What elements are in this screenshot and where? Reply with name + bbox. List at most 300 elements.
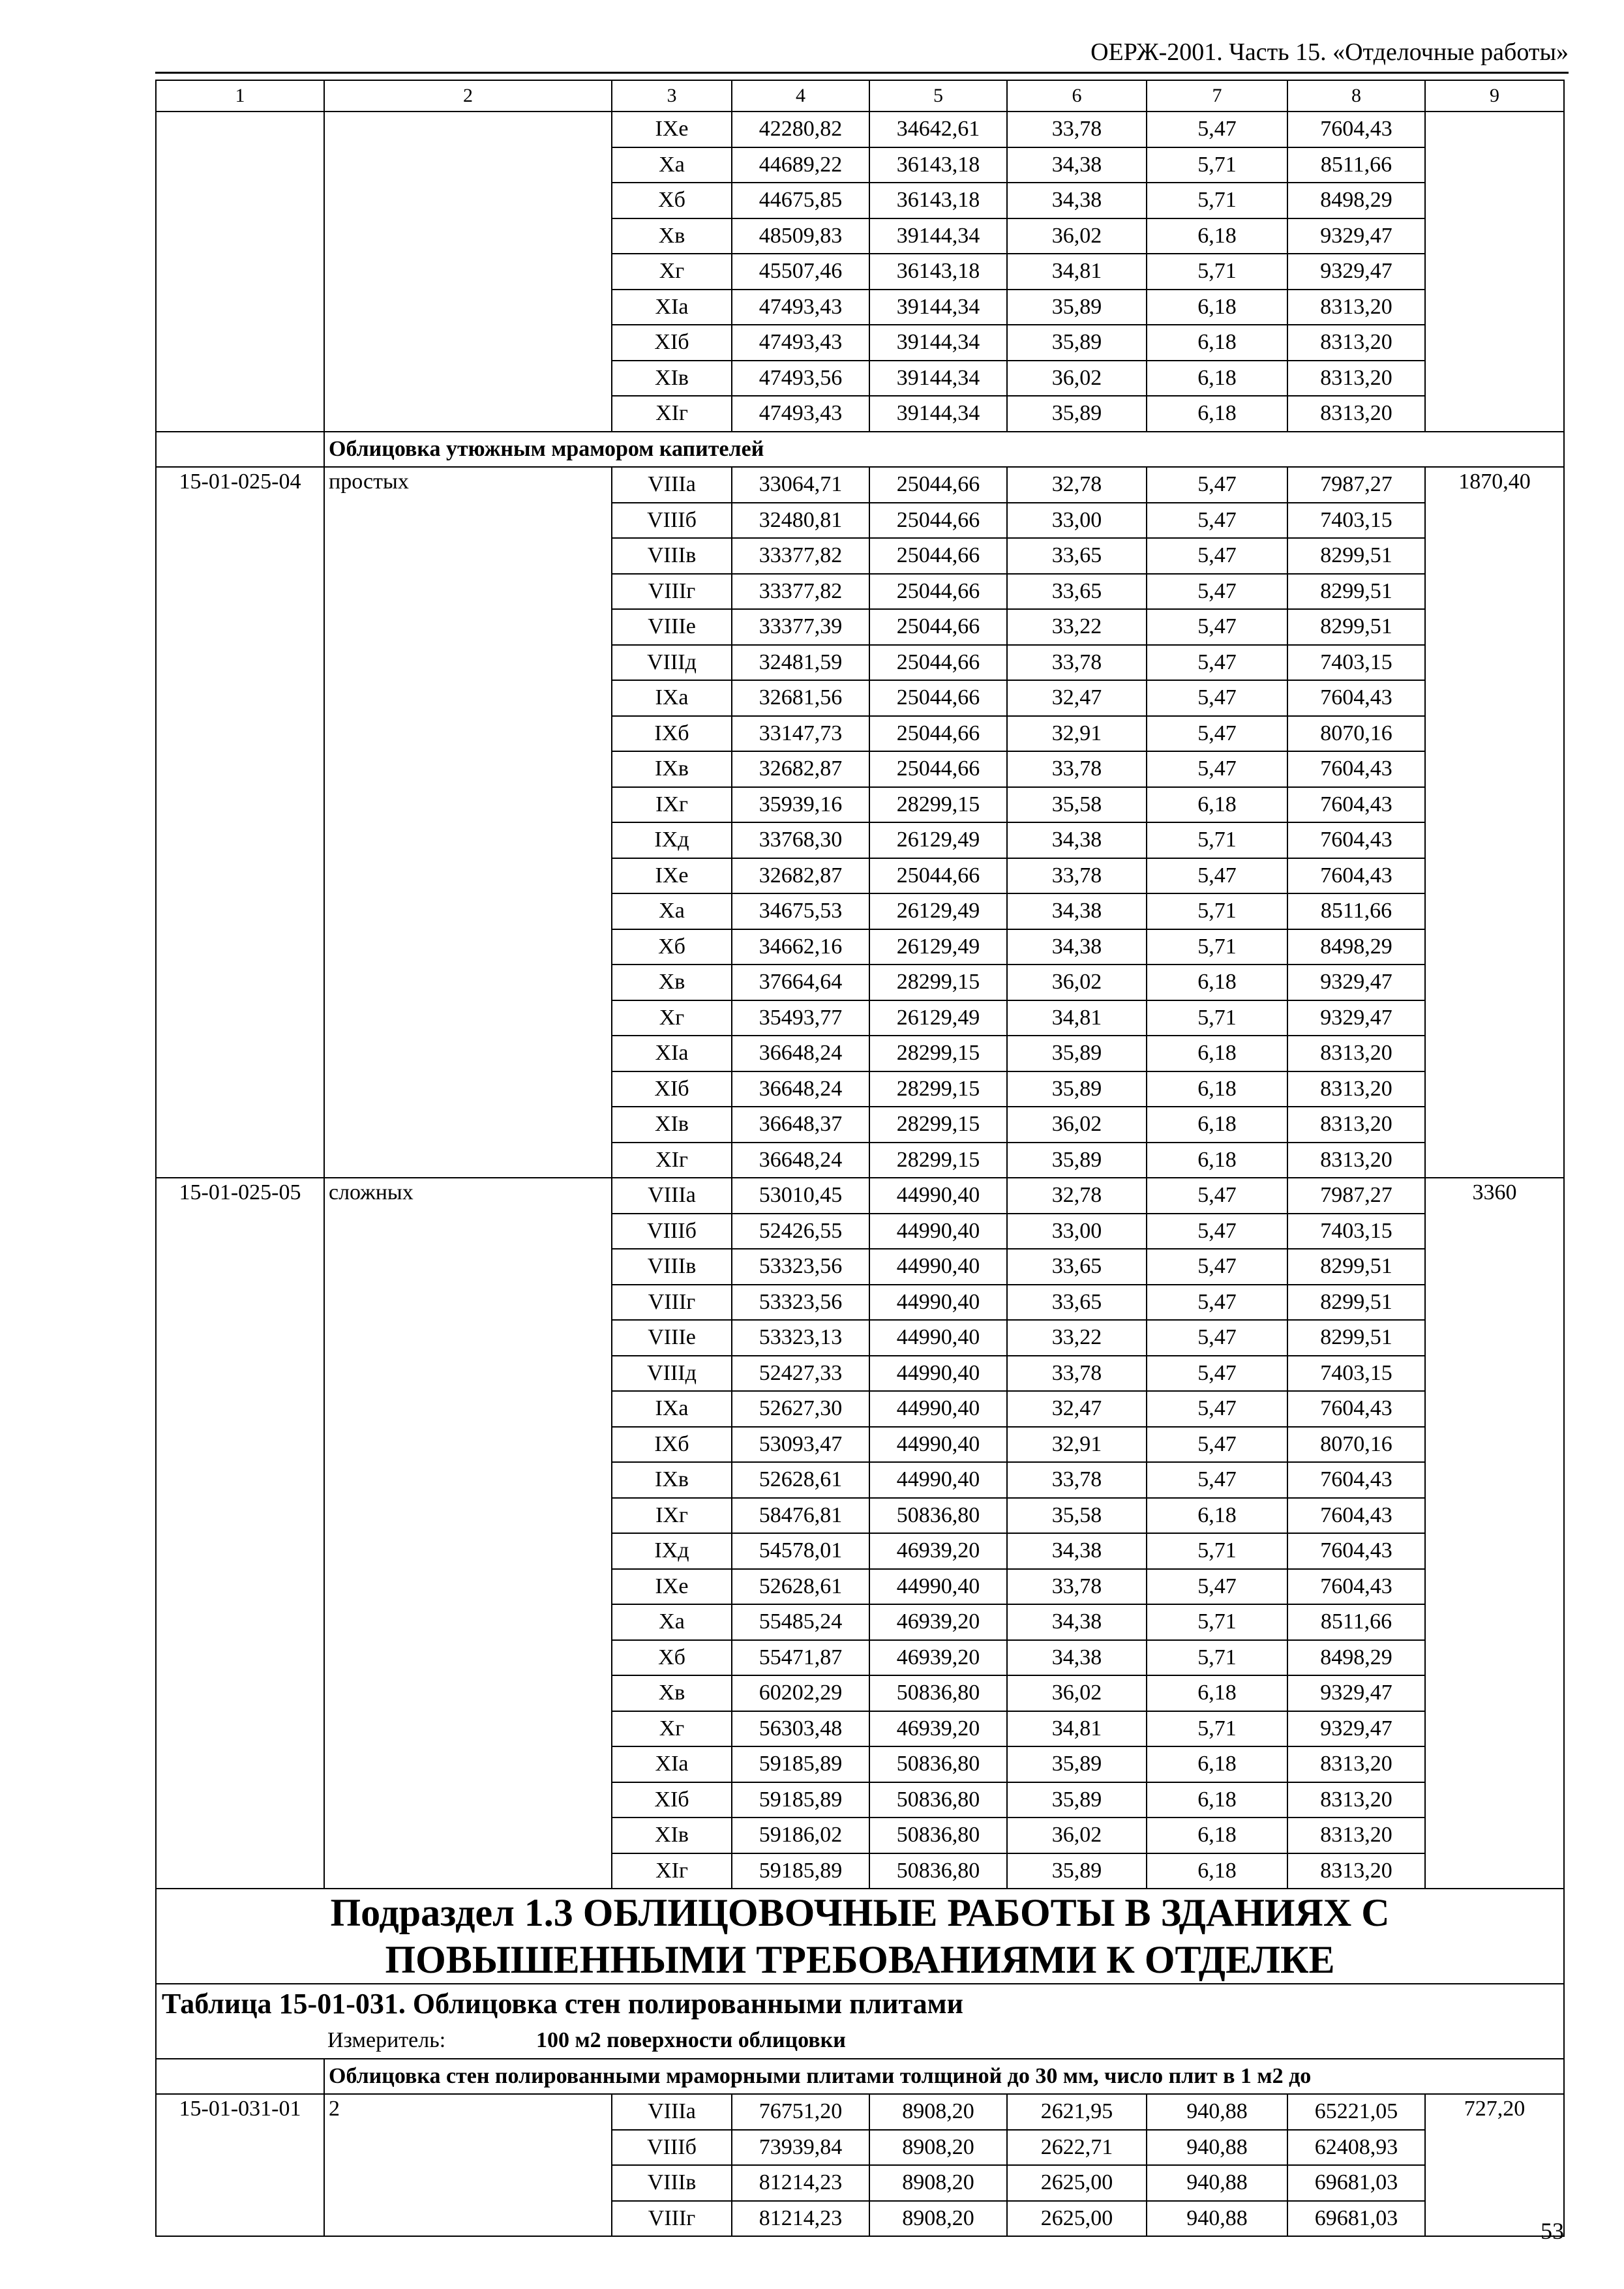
column-number: 5 [869, 80, 1007, 112]
operator-wages-cell: 6,18 [1147, 361, 1287, 396]
machine-cost-cell: 33,65 [1007, 574, 1147, 610]
wages-cell: 28299,15 [869, 787, 1007, 823]
wages-cell: 39144,34 [869, 325, 1007, 361]
column-number: 4 [732, 80, 869, 112]
machine-cost-cell: 35,58 [1007, 787, 1147, 823]
zone-cell: VIIIг [612, 574, 732, 610]
wages-cell: 36143,18 [869, 183, 1007, 218]
operator-wages-cell: 5,47 [1147, 1249, 1287, 1285]
total-cost-cell: 37664,64 [732, 965, 869, 1000]
operator-wages-cell: 6,18 [1147, 965, 1287, 1000]
zone-cell: VIIIe [612, 1320, 732, 1356]
total-cost-cell: 36648,24 [732, 1036, 869, 1071]
wages-cell: 50836,80 [869, 1782, 1007, 1818]
machine-cost-cell: 34,81 [1007, 254, 1147, 290]
zone-cell: VIIIa [612, 2094, 732, 2130]
total-cost-cell: 52627,30 [732, 1391, 869, 1427]
column-number: 1 [156, 80, 324, 112]
total-cost-cell: 53323,56 [732, 1285, 869, 1321]
operator-wages-cell: 6,18 [1147, 1498, 1287, 1534]
operator-wages-cell: 5,71 [1147, 1640, 1287, 1676]
operator-wages-cell: 6,18 [1147, 1818, 1287, 1853]
labor-cell: 3360 [1425, 1178, 1564, 1889]
machine-cost-cell: 35,89 [1007, 1853, 1147, 1889]
total-cost-cell: 36648,24 [732, 1143, 869, 1178]
operator-wages-cell: 940,88 [1147, 2201, 1287, 2237]
wages-cell: 28299,15 [869, 1107, 1007, 1143]
blank-cell [156, 2059, 324, 2095]
zone-cell: Xг [612, 1711, 732, 1747]
wages-cell: 44990,40 [869, 1427, 1007, 1463]
zone-cell: IXд [612, 1533, 732, 1569]
materials-cell: 7604,43 [1287, 1391, 1425, 1427]
zone-cell: VIIIб [612, 2130, 732, 2166]
machine-cost-cell: 33,78 [1007, 858, 1147, 894]
machine-cost-cell: 32,91 [1007, 1427, 1147, 1463]
wages-cell: 46939,20 [869, 1711, 1007, 1747]
operator-wages-cell: 5,47 [1147, 1391, 1287, 1427]
total-cost-cell: 33768,30 [732, 822, 869, 858]
zone-cell: VIIIa [612, 467, 732, 503]
operator-wages-cell: 5,47 [1147, 645, 1287, 681]
machine-cost-cell: 35,89 [1007, 1071, 1147, 1107]
machine-cost-cell: 32,78 [1007, 1178, 1147, 1214]
wages-cell: 26129,49 [869, 1000, 1007, 1036]
operator-wages-cell: 5,71 [1147, 1604, 1287, 1640]
wages-cell: 44990,40 [869, 1285, 1007, 1321]
machine-cost-cell: 34,38 [1007, 1533, 1147, 1569]
total-cost-cell: 47493,43 [732, 290, 869, 325]
zone-cell: VIIIв [612, 538, 732, 574]
materials-cell: 8313,20 [1287, 1036, 1425, 1071]
zone-cell: XIг [612, 1853, 732, 1889]
total-cost-cell: 60202,29 [732, 1675, 869, 1711]
materials-cell: 7604,43 [1287, 1498, 1425, 1534]
wages-cell: 28299,15 [869, 965, 1007, 1000]
machine-cost-cell: 33,65 [1007, 1249, 1147, 1285]
section-title: Подраздел 1.3 ОБЛИЦОВОЧНЫЕ РАБОТЫ В ЗДАНИЯХ С ПОВЫШЕННЫМИ ТРЕБОВАНИЯМИ К ОТДЕЛКЕ [156, 1889, 1564, 1984]
machine-cost-cell: 32,47 [1007, 680, 1147, 716]
total-cost-cell: 33377,39 [732, 609, 869, 645]
machine-cost-cell: 33,22 [1007, 1320, 1147, 1356]
column-number: 7 [1147, 80, 1287, 112]
materials-cell: 9329,47 [1287, 965, 1425, 1000]
operator-wages-cell: 6,18 [1147, 1675, 1287, 1711]
machine-cost-cell: 34,38 [1007, 822, 1147, 858]
operator-wages-cell: 5,47 [1147, 1285, 1287, 1321]
zone-cell: VIIIд [612, 645, 732, 681]
materials-cell: 7604,43 [1287, 1462, 1425, 1498]
machine-cost-cell: 33,78 [1007, 112, 1147, 147]
operator-wages-cell: 6,18 [1147, 1107, 1287, 1143]
zone-cell: XIб [612, 1071, 732, 1107]
operator-wages-cell: 6,18 [1147, 396, 1287, 432]
operator-wages-cell: 5,47 [1147, 1569, 1287, 1605]
materials-cell: 8299,51 [1287, 1320, 1425, 1356]
total-cost-cell: 36648,37 [732, 1107, 869, 1143]
operator-wages-cell: 5,47 [1147, 858, 1287, 894]
machine-cost-cell: 34,81 [1007, 1000, 1147, 1036]
wages-cell: 50836,80 [869, 1498, 1007, 1534]
total-cost-cell: 73939,84 [732, 2130, 869, 2166]
machine-cost-cell: 36,02 [1007, 1675, 1147, 1711]
column-number: 2 [324, 80, 612, 112]
zone-cell: IXe [612, 858, 732, 894]
measure-value: 100 м2 поверхности облицовки [536, 2028, 846, 2053]
zone-cell: XIa [612, 1036, 732, 1071]
total-cost-cell: 53010,45 [732, 1178, 869, 1214]
machine-cost-cell: 34,38 [1007, 147, 1147, 183]
total-cost-cell: 32682,87 [732, 751, 869, 787]
materials-cell: 7604,43 [1287, 680, 1425, 716]
subheading-row [156, 432, 1564, 468]
zone-cell: Xв [612, 965, 732, 1000]
wages-cell: 46939,20 [869, 1533, 1007, 1569]
total-cost-cell: 32682,87 [732, 858, 869, 894]
zone-cell: IXг [612, 1498, 732, 1534]
total-cost-cell: 52628,61 [732, 1462, 869, 1498]
header-rule [155, 72, 1569, 74]
zone-cell: IXe [612, 1569, 732, 1605]
materials-cell: 9329,47 [1287, 1711, 1425, 1747]
materials-cell: 62408,93 [1287, 2130, 1425, 2166]
zone-cell: IXe [612, 112, 732, 147]
materials-cell: 8498,29 [1287, 1640, 1425, 1676]
materials-cell: 8498,29 [1287, 929, 1425, 965]
rates-table-body [156, 80, 1564, 2236]
operator-wages-cell: 5,47 [1147, 467, 1287, 503]
machine-cost-cell: 35,89 [1007, 1143, 1147, 1178]
wages-cell: 44990,40 [869, 1178, 1007, 1214]
operator-wages-cell: 5,71 [1147, 147, 1287, 183]
zone-cell: XIв [612, 361, 732, 396]
operator-wages-cell: 5,71 [1147, 1000, 1287, 1036]
total-cost-cell: 59186,02 [732, 1818, 869, 1853]
zone-cell: XIв [612, 1107, 732, 1143]
total-cost-cell: 52426,55 [732, 1214, 869, 1249]
table-row [156, 467, 1564, 503]
materials-cell: 7604,43 [1287, 1533, 1425, 1569]
materials-cell: 8498,29 [1287, 183, 1425, 218]
wages-cell: 26129,49 [869, 929, 1007, 965]
wages-cell: 25044,66 [869, 858, 1007, 894]
machine-cost-cell: 33,00 [1007, 503, 1147, 539]
operator-wages-cell: 5,47 [1147, 1462, 1287, 1498]
materials-cell: 7403,15 [1287, 1214, 1425, 1249]
machine-cost-cell: 33,65 [1007, 538, 1147, 574]
machine-cost-cell: 34,81 [1007, 1711, 1147, 1747]
labor-cell: 1870,40 [1425, 467, 1564, 1178]
total-cost-cell: 55485,24 [732, 1604, 869, 1640]
materials-cell: 8313,20 [1287, 1818, 1425, 1853]
total-cost-cell: 32480,81 [732, 503, 869, 539]
total-cost-cell: 52427,33 [732, 1356, 869, 1392]
wages-cell: 25044,66 [869, 503, 1007, 539]
wages-cell: 50836,80 [869, 1853, 1007, 1889]
wages-cell: 25044,66 [869, 680, 1007, 716]
rates-table [155, 80, 1565, 2237]
operator-wages-cell: 6,18 [1147, 1782, 1287, 1818]
operator-wages-cell: 6,18 [1147, 1071, 1287, 1107]
zone-cell: VIIIa [612, 1178, 732, 1214]
materials-cell: 8313,20 [1287, 325, 1425, 361]
zone-cell: IXб [612, 1427, 732, 1463]
wages-cell: 36143,18 [869, 254, 1007, 290]
operator-wages-cell: 5,47 [1147, 538, 1287, 574]
machine-cost-cell: 34,38 [1007, 1640, 1147, 1676]
zone-cell: VIIIд [612, 1356, 732, 1392]
wages-cell: 8908,20 [869, 2094, 1007, 2130]
wages-cell: 26129,49 [869, 893, 1007, 929]
operator-wages-cell: 5,47 [1147, 1178, 1287, 1214]
machine-cost-cell: 36,02 [1007, 361, 1147, 396]
zone-cell: XIб [612, 325, 732, 361]
materials-cell: 8313,20 [1287, 1071, 1425, 1107]
total-cost-cell: 47493,43 [732, 396, 869, 432]
wages-cell: 26129,49 [869, 822, 1007, 858]
column-number: 3 [612, 80, 732, 112]
total-cost-cell: 33147,73 [732, 716, 869, 752]
column-number-row [156, 80, 1564, 112]
operator-wages-cell: 5,47 [1147, 503, 1287, 539]
materials-cell: 7987,27 [1287, 467, 1425, 503]
operator-wages-cell: 5,71 [1147, 183, 1287, 218]
operator-wages-cell: 6,18 [1147, 1746, 1287, 1782]
section-title-row [156, 1889, 1564, 1984]
materials-cell: 8070,16 [1287, 716, 1425, 752]
materials-cell: 8299,51 [1287, 538, 1425, 574]
operator-wages-cell: 5,47 [1147, 1427, 1287, 1463]
materials-cell: 7604,43 [1287, 751, 1425, 787]
zone-cell: VIIIб [612, 503, 732, 539]
total-cost-cell: 53323,56 [732, 1249, 869, 1285]
machine-cost-cell: 36,02 [1007, 965, 1147, 1000]
rate-code-cell: 15-01-025-05 [156, 1178, 324, 1889]
operator-wages-cell: 6,18 [1147, 325, 1287, 361]
work-name-cell: сложных [324, 1178, 612, 1889]
machine-cost-cell: 34,38 [1007, 1604, 1147, 1640]
materials-cell: 8313,20 [1287, 361, 1425, 396]
rate-code-cell [156, 112, 324, 432]
wages-cell: 44990,40 [869, 1356, 1007, 1392]
zone-cell: Xб [612, 183, 732, 218]
zone-cell: IXд [612, 822, 732, 858]
operator-wages-cell: 5,71 [1147, 1533, 1287, 1569]
zone-cell: VIIIг [612, 2201, 732, 2237]
materials-cell: 8313,20 [1287, 1143, 1425, 1178]
zone-cell: IXб [612, 716, 732, 752]
wages-cell: 25044,66 [869, 645, 1007, 681]
wages-cell: 25044,66 [869, 609, 1007, 645]
wages-cell: 50836,80 [869, 1818, 1007, 1853]
total-cost-cell: 44675,85 [732, 183, 869, 218]
materials-cell: 7403,15 [1287, 1356, 1425, 1392]
materials-cell: 9329,47 [1287, 1675, 1425, 1711]
total-cost-cell: 59185,89 [732, 1853, 869, 1889]
measure-cell [156, 2024, 1564, 2059]
wages-cell: 44990,40 [869, 1462, 1007, 1498]
wages-cell: 39144,34 [869, 396, 1007, 432]
materials-cell: 9329,47 [1287, 218, 1425, 254]
materials-cell: 69681,03 [1287, 2201, 1425, 2237]
zone-cell: IXa [612, 1391, 732, 1427]
operator-wages-cell: 940,88 [1147, 2130, 1287, 2166]
machine-cost-cell: 33,78 [1007, 751, 1147, 787]
wages-cell: 44990,40 [869, 1320, 1007, 1356]
labor-cell [1425, 112, 1564, 432]
operator-wages-cell: 5,71 [1147, 822, 1287, 858]
operator-wages-cell: 5,47 [1147, 716, 1287, 752]
machine-cost-cell: 36,02 [1007, 218, 1147, 254]
operator-wages-cell: 5,47 [1147, 751, 1287, 787]
total-cost-cell: 53323,13 [732, 1320, 869, 1356]
zone-cell: Xг [612, 254, 732, 290]
labor-cell: 727,20 [1425, 2094, 1564, 2236]
operator-wages-cell: 5,71 [1147, 1711, 1287, 1747]
zone-cell: Xб [612, 1640, 732, 1676]
column-number: 8 [1287, 80, 1425, 112]
wages-cell: 39144,34 [869, 218, 1007, 254]
machine-cost-cell: 2625,00 [1007, 2165, 1147, 2201]
wages-cell: 28299,15 [869, 1143, 1007, 1178]
materials-cell: 7987,27 [1287, 1178, 1425, 1214]
machine-cost-cell: 33,65 [1007, 1285, 1147, 1321]
total-cost-cell: 58476,81 [732, 1498, 869, 1534]
total-cost-cell: 54578,01 [732, 1533, 869, 1569]
materials-cell: 8313,20 [1287, 1853, 1425, 1889]
operator-wages-cell: 6,18 [1147, 1853, 1287, 1889]
wages-cell: 46939,20 [869, 1640, 1007, 1676]
materials-cell: 8313,20 [1287, 1782, 1425, 1818]
wages-cell: 8908,20 [869, 2201, 1007, 2237]
wages-cell: 39144,34 [869, 361, 1007, 396]
zone-cell: VIIIe [612, 609, 732, 645]
wages-cell: 25044,66 [869, 751, 1007, 787]
machine-cost-cell: 2621,95 [1007, 2094, 1147, 2130]
machine-cost-cell: 32,78 [1007, 467, 1147, 503]
wages-cell: 28299,15 [869, 1071, 1007, 1107]
operator-wages-cell: 5,47 [1147, 1320, 1287, 1356]
machine-cost-cell: 35,89 [1007, 1782, 1147, 1818]
operator-wages-cell: 5,47 [1147, 609, 1287, 645]
machine-cost-cell: 32,91 [1007, 716, 1147, 752]
wages-cell: 8908,20 [869, 2165, 1007, 2201]
total-cost-cell: 33377,82 [732, 574, 869, 610]
machine-cost-cell: 33,78 [1007, 1462, 1147, 1498]
wages-cell: 25044,66 [869, 538, 1007, 574]
operator-wages-cell: 940,88 [1147, 2165, 1287, 2201]
total-cost-cell: 33064,71 [732, 467, 869, 503]
wages-cell: 50836,80 [869, 1675, 1007, 1711]
subheading-row [156, 2059, 1564, 2095]
zone-cell: VIIIг [612, 1285, 732, 1321]
zone-cell: Xг [612, 1000, 732, 1036]
machine-cost-cell: 33,78 [1007, 1569, 1147, 1605]
wages-cell: 36143,18 [869, 147, 1007, 183]
total-cost-cell: 53093,47 [732, 1427, 869, 1463]
machine-cost-cell: 34,38 [1007, 929, 1147, 965]
materials-cell: 7403,15 [1287, 645, 1425, 681]
zone-cell: Xб [612, 929, 732, 965]
zone-cell: XIa [612, 290, 732, 325]
table-row [156, 1178, 1564, 1214]
total-cost-cell: 81214,23 [732, 2201, 869, 2237]
operator-wages-cell: 5,47 [1147, 1356, 1287, 1392]
table-row [156, 2094, 1564, 2130]
column-number: 6 [1007, 80, 1147, 112]
work-name-cell: простых [324, 467, 612, 1178]
wages-cell: 34642,61 [869, 112, 1007, 147]
operator-wages-cell: 940,88 [1147, 2094, 1287, 2130]
zone-cell: XIa [612, 1746, 732, 1782]
zone-cell: IXв [612, 1462, 732, 1498]
materials-cell: 8313,20 [1287, 1746, 1425, 1782]
measure-row [156, 2024, 1564, 2059]
wages-cell: 44990,40 [869, 1391, 1007, 1427]
materials-cell: 8299,51 [1287, 574, 1425, 610]
zone-cell: IXa [612, 680, 732, 716]
operator-wages-cell: 5,47 [1147, 680, 1287, 716]
wages-cell: 25044,66 [869, 574, 1007, 610]
total-cost-cell: 35493,77 [732, 1000, 869, 1036]
total-cost-cell: 32681,56 [732, 680, 869, 716]
total-cost-cell: 44689,22 [732, 147, 869, 183]
total-cost-cell: 33377,82 [732, 538, 869, 574]
wages-cell: 46939,20 [869, 1604, 1007, 1640]
materials-cell: 7604,43 [1287, 858, 1425, 894]
operator-wages-cell: 5,71 [1147, 929, 1287, 965]
subheading-text: Облицовка стен полированными мраморными плитами толщиной до 30 мм, число плит в 1 м2 до [324, 2059, 1564, 2095]
zone-cell: Xa [612, 893, 732, 929]
wages-cell: 39144,34 [869, 290, 1007, 325]
zone-cell: Xв [612, 1675, 732, 1711]
machine-cost-cell: 2625,00 [1007, 2201, 1147, 2237]
materials-cell: 8070,16 [1287, 1427, 1425, 1463]
operator-wages-cell: 5,71 [1147, 893, 1287, 929]
operator-wages-cell: 6,18 [1147, 218, 1287, 254]
materials-cell: 65221,05 [1287, 2094, 1425, 2130]
operator-wages-cell: 5,71 [1147, 254, 1287, 290]
total-cost-cell: 32481,59 [732, 645, 869, 681]
wages-cell: 25044,66 [869, 467, 1007, 503]
total-cost-cell: 34662,16 [732, 929, 869, 965]
materials-cell: 7604,43 [1287, 787, 1425, 823]
total-cost-cell: 52628,61 [732, 1569, 869, 1605]
wages-cell: 44990,40 [869, 1214, 1007, 1249]
table-row [156, 112, 1564, 147]
operator-wages-cell: 5,47 [1147, 574, 1287, 610]
zone-cell: VIIIв [612, 2165, 732, 2201]
zone-cell: Xв [612, 218, 732, 254]
materials-cell: 7604,43 [1287, 822, 1425, 858]
zone-cell: Xa [612, 147, 732, 183]
operator-wages-cell: 6,18 [1147, 290, 1287, 325]
zone-cell: XIг [612, 1143, 732, 1178]
zone-cell: Xa [612, 1604, 732, 1640]
materials-cell: 8511,66 [1287, 1604, 1425, 1640]
total-cost-cell: 42280,82 [732, 112, 869, 147]
wages-cell: 8908,20 [869, 2130, 1007, 2166]
zone-cell: IXв [612, 751, 732, 787]
materials-cell: 8313,20 [1287, 1107, 1425, 1143]
machine-cost-cell: 35,89 [1007, 325, 1147, 361]
materials-cell: 9329,47 [1287, 254, 1425, 290]
materials-cell: 8299,51 [1287, 1249, 1425, 1285]
machine-cost-cell: 2622,71 [1007, 2130, 1147, 2166]
operator-wages-cell: 5,47 [1147, 112, 1287, 147]
total-cost-cell: 56303,48 [732, 1711, 869, 1747]
total-cost-cell: 45507,46 [732, 254, 869, 290]
